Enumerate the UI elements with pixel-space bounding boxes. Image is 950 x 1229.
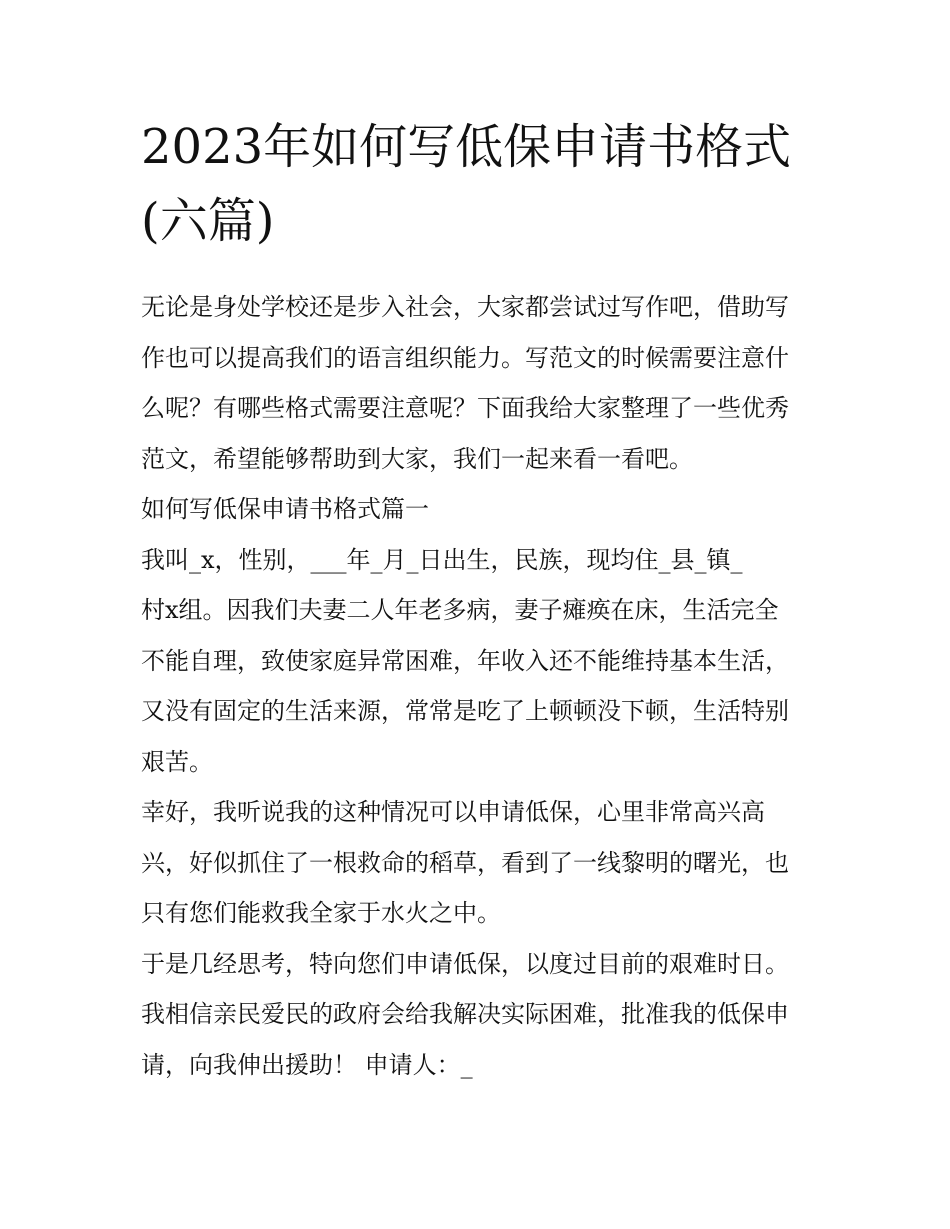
paragraph-line: 于是几经思考，特向您们申请低保，以度过目前的艰难时日。 <box>141 949 789 978</box>
title-line-1: 2023年如何写低保申请书格式 <box>141 119 792 175</box>
paragraph-line: 我叫_x，性别，___年_月_日出生，民族，现均住_县_镇_ <box>141 545 743 574</box>
document-page <box>141 110 821 1090</box>
intro-line: 么呢？有哪些格式需要注意呢？下面我给大家整理了一些优秀 <box>141 394 789 422</box>
paragraph-3 <box>141 939 821 1091</box>
intro-line: 范文，希望能够帮助到大家，我们一起来看一看吧。 <box>141 444 693 473</box>
section-heading-text: 如何写低保申请书格式篇一 <box>141 495 429 523</box>
paragraph-line: 兴，好似抓住了一根救命的稻草，看到了一线黎明的曙光，也 <box>141 848 789 877</box>
paragraph-1 <box>141 535 821 788</box>
document-body <box>141 282 821 1090</box>
paragraph-line: 不能自理，致使家庭异常困难，年收入还不能维持基本生活， <box>141 646 789 675</box>
paragraph-line: 村x组。因我们夫妻二人年老多病，妻子瘫痪在床，生活完全 <box>141 596 779 624</box>
paragraph-line: 我相信亲民爱民的政府会给我解决实际困难，批准我的低保申 <box>141 1000 789 1028</box>
paragraph-line: 又没有固定的生活来源，常常是吃了上顿顿没下顿，生活特别 <box>141 697 789 725</box>
intro-line: 作也可以提高我们的语言组织能力。写范文的时候需要注意什 <box>141 343 789 372</box>
paragraph-line: 艰苦。 <box>141 747 213 776</box>
document-title <box>141 110 821 258</box>
intro-line: 无论是身处学校还是步入社会，大家都尝试过写作吧，借助写 <box>141 293 789 321</box>
intro-paragraph <box>141 282 821 484</box>
paragraph-line: 请，向我伸出援助！ 申请人：_ <box>141 1050 473 1079</box>
paragraph-2 <box>141 787 821 939</box>
paragraph-line: 只有您们能救我全家于水火之中。 <box>141 899 501 927</box>
paragraph-line: 幸好，我听说我的这种情况可以申请低保，心里非常高兴高 <box>141 798 765 826</box>
title-line-2: (六篇) <box>141 193 275 249</box>
section-heading <box>141 484 821 535</box>
